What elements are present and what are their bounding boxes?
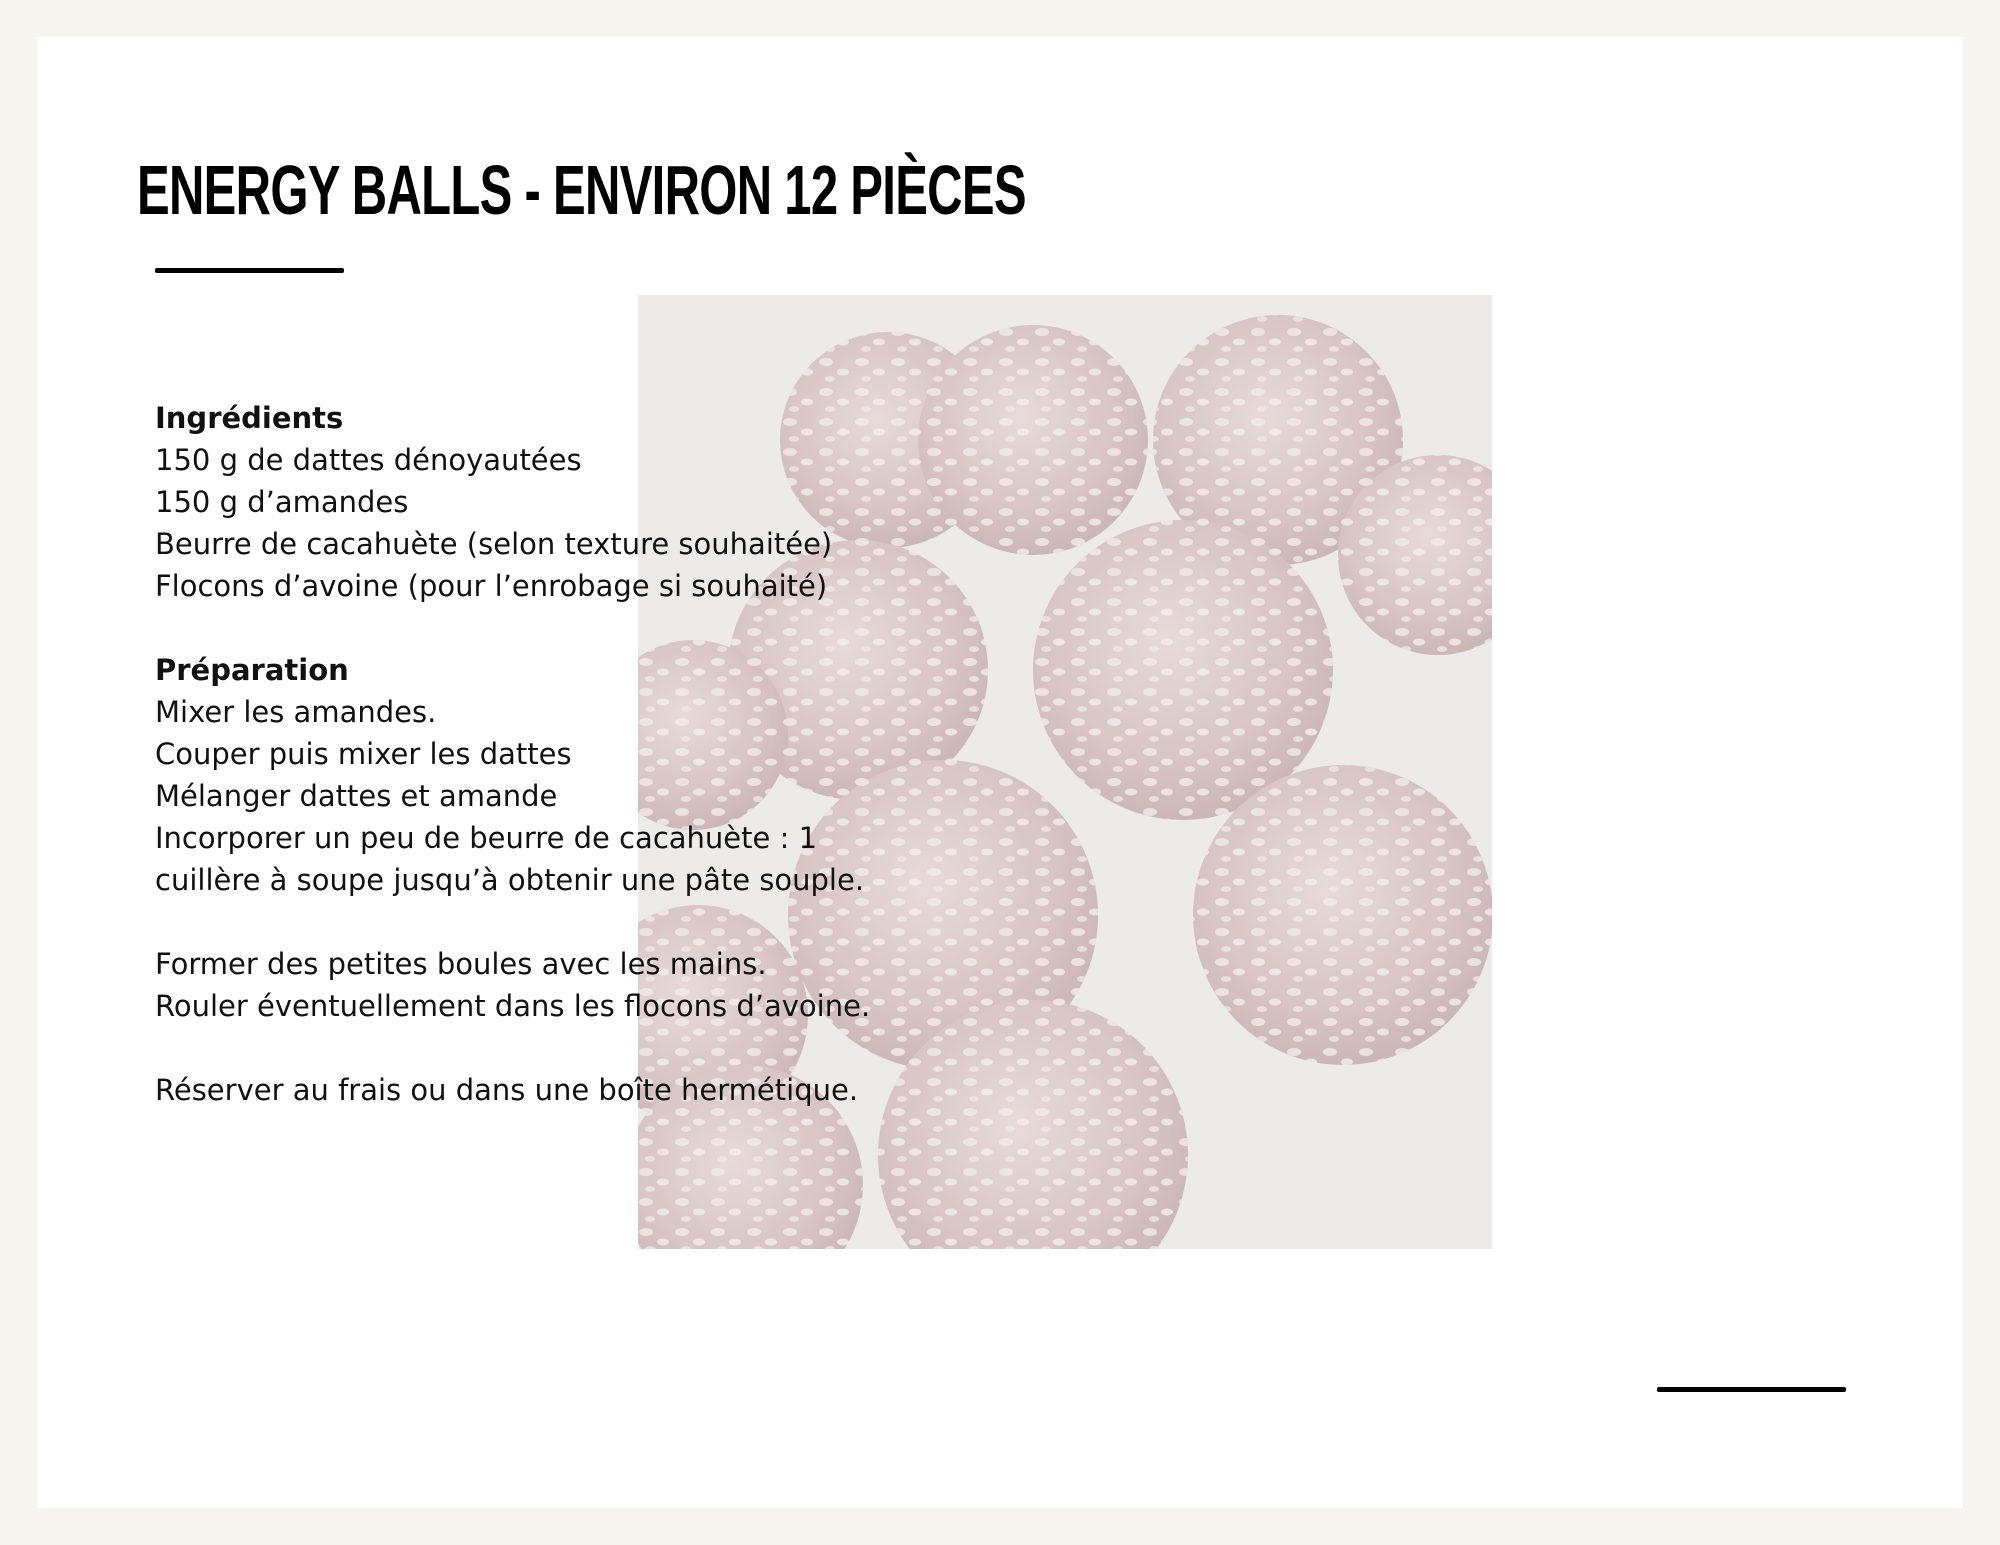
preparation-step: cuillère à soupe jusqu’à obtenir une pâte souple.: [155, 863, 865, 897]
preparation-heading: Préparation: [155, 653, 349, 687]
spacer: [155, 901, 1055, 943]
ingredient-item: Flocons d’avoine (pour l’enrobage si souhaité): [155, 569, 828, 603]
footer-rule: [1657, 1387, 1846, 1392]
ingredient-item: Beurre de cacahuète (selon texture souhaitée): [155, 527, 833, 561]
preparation-step: Couper puis mixer les dattes: [155, 737, 572, 771]
ingredient-item: 150 g de dattes dénoyautées: [155, 443, 582, 477]
title-underline: [155, 268, 344, 273]
preparation-step: Mélanger dattes et amande: [155, 779, 558, 813]
ingredients-heading: Ingrédients: [155, 401, 344, 435]
shaping-step: Rouler éventuellement dans les flocons d’avoine.: [155, 989, 871, 1023]
spacer: [155, 607, 1055, 649]
preparation-step: Incorporer un peu de beurre de cacahuète : 1: [155, 821, 818, 855]
spacer: [155, 1027, 1055, 1069]
storage-note: Réserver au frais ou dans une boîte hermétique.: [155, 1073, 859, 1107]
recipe-text: [155, 397, 1055, 1111]
preparation-step: Mixer les amandes.: [155, 695, 437, 729]
page-title: ENERGY BALLS - ENVIRON 12 PIÈCES: [137, 151, 1026, 229]
ingredient-item: 150 g d’amandes: [155, 485, 409, 519]
shaping-step: Former des petites boules avec les mains.: [155, 947, 767, 981]
